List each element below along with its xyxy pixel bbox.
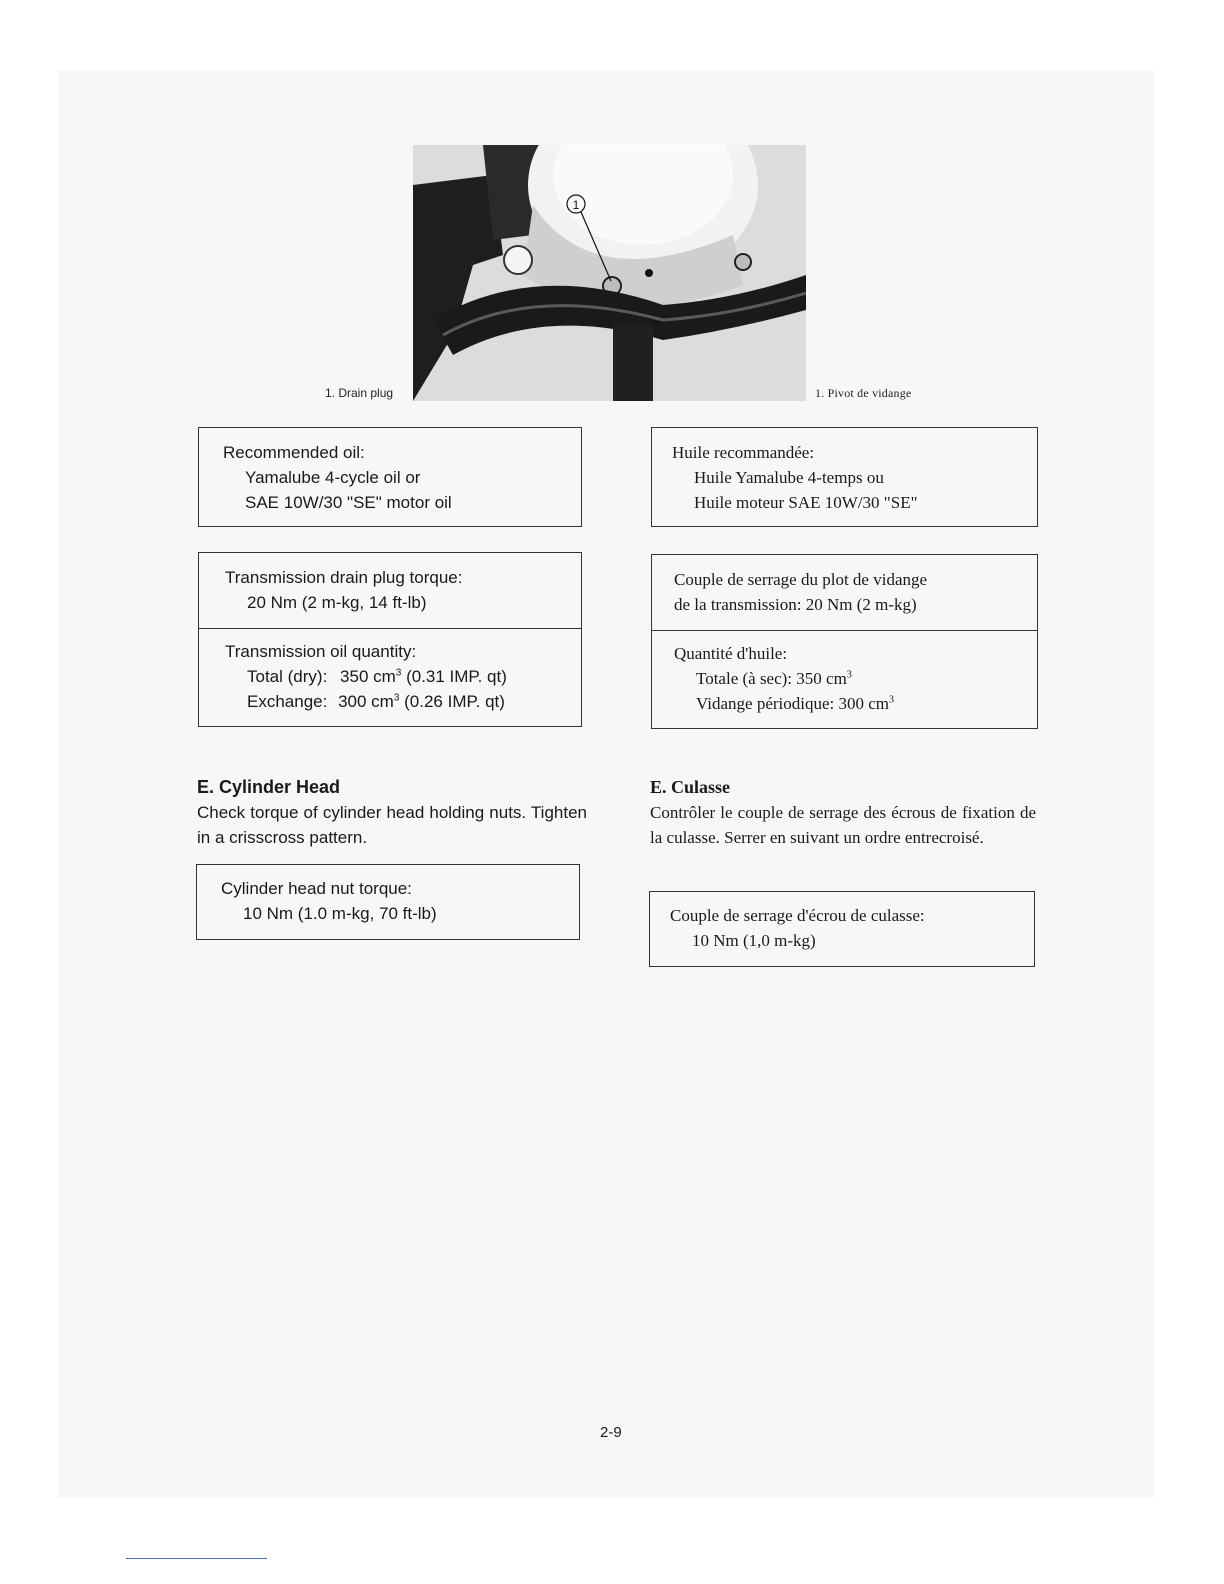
bottom-rule — [126, 1558, 267, 1559]
huile-recommandee-line-1: Huile Yamalube 4-temps ou — [694, 468, 884, 487]
culasse-torque-value: 10 Nm (1,0 m-kg) — [692, 931, 816, 950]
quantite-huile-section — [674, 641, 894, 716]
drain-plug-torque-value: 20 Nm (2 m-kg, 14 ft-lb) — [247, 593, 427, 612]
oil-quantity-total-unit: (0.31 IMP. qt) — [406, 667, 507, 686]
oil-quantity-exchange-label: Exchange: — [247, 692, 328, 711]
drain-plug-photo — [413, 145, 806, 401]
recommended-oil-title: Recommended oil: — [223, 443, 365, 462]
transmission-box — [198, 552, 582, 727]
transmission-box-french-divider — [652, 630, 1037, 631]
quantite-huile-totale: Totale (à sec): 350 cm — [696, 669, 847, 688]
couple-vidange-line-1: Couple de serrage du plot de vidange — [674, 570, 928, 589]
drain-plug-torque-section — [225, 565, 463, 615]
cylinder-head-torque-value: 10 Nm (1.0 m-kg, 70 ft-lb) — [243, 904, 437, 923]
culasse-heading: E. Culasse — [650, 777, 731, 797]
photo-callout-number: 1 — [572, 198, 580, 212]
quantite-huile-vidange-superscript: 3 — [889, 694, 895, 706]
quantite-huile-totale-superscript: 3 — [846, 669, 852, 681]
huile-recommandee-line-2: Huile moteur SAE 10W/30 "SE" — [694, 493, 918, 512]
cylinder-head-torque-box — [196, 864, 580, 940]
recommended-oil-line-1: Yamalube 4-cycle oil or — [245, 468, 421, 487]
oil-quantity-section — [225, 639, 507, 714]
huile-recommandee-box — [651, 427, 1038, 527]
oil-quantity-total-superscript: 3 — [395, 667, 402, 679]
culasse-torque-box — [649, 891, 1035, 967]
culasse-body: Contrôler le couple de serrage des écrous de fixation de la culasse. Serrer en suivant un ordre entrecroisé. — [650, 803, 1036, 847]
recommended-oil-box — [198, 427, 582, 527]
oil-quantity-exchange-value: 300 cm — [338, 692, 394, 711]
oil-quantity-exchange-superscript: 3 — [393, 692, 400, 704]
transmission-box-divider — [199, 628, 581, 629]
quantite-huile-title: Quantité d'huile: — [674, 644, 788, 663]
drain-plug-torque-title: Transmission drain plug torque: — [225, 568, 463, 587]
transmission-box-french — [651, 554, 1038, 729]
couple-vidange-line-2: de la transmission: 20 Nm (2 m-kg) — [674, 595, 917, 614]
cylinder-head-body: Check torque of cylinder head holding nuts. Tighten in a crisscross pattern. — [197, 803, 587, 847]
quantite-huile-vidange: Vidange périodique: 300 cm — [696, 694, 890, 713]
recommended-oil-line-2: SAE 10W/30 "SE" motor oil — [245, 493, 452, 512]
couple-vidange-section — [674, 567, 927, 617]
cylinder-head-heading: E. Cylinder Head — [197, 777, 341, 797]
culasse-torque-title: Couple de serrage d'écrou de culasse: — [670, 906, 925, 925]
cylinder-head-torque-title: Cylinder head nut torque: — [221, 879, 412, 898]
oil-quantity-total-value: 350 cm — [340, 667, 396, 686]
oil-quantity-exchange-unit: (0.26 IMP. qt) — [404, 692, 505, 711]
page-number: 2-9 — [600, 1424, 622, 1441]
oil-quantity-total-label: Total (dry): — [247, 667, 328, 686]
caption-french: 1. Pivot de vidange — [815, 386, 912, 400]
huile-recommandee-title: Huile recommandée: — [672, 443, 815, 462]
caption-english: 1. Drain plug — [325, 386, 394, 400]
oil-quantity-title: Transmission oil quantity: — [225, 642, 417, 661]
